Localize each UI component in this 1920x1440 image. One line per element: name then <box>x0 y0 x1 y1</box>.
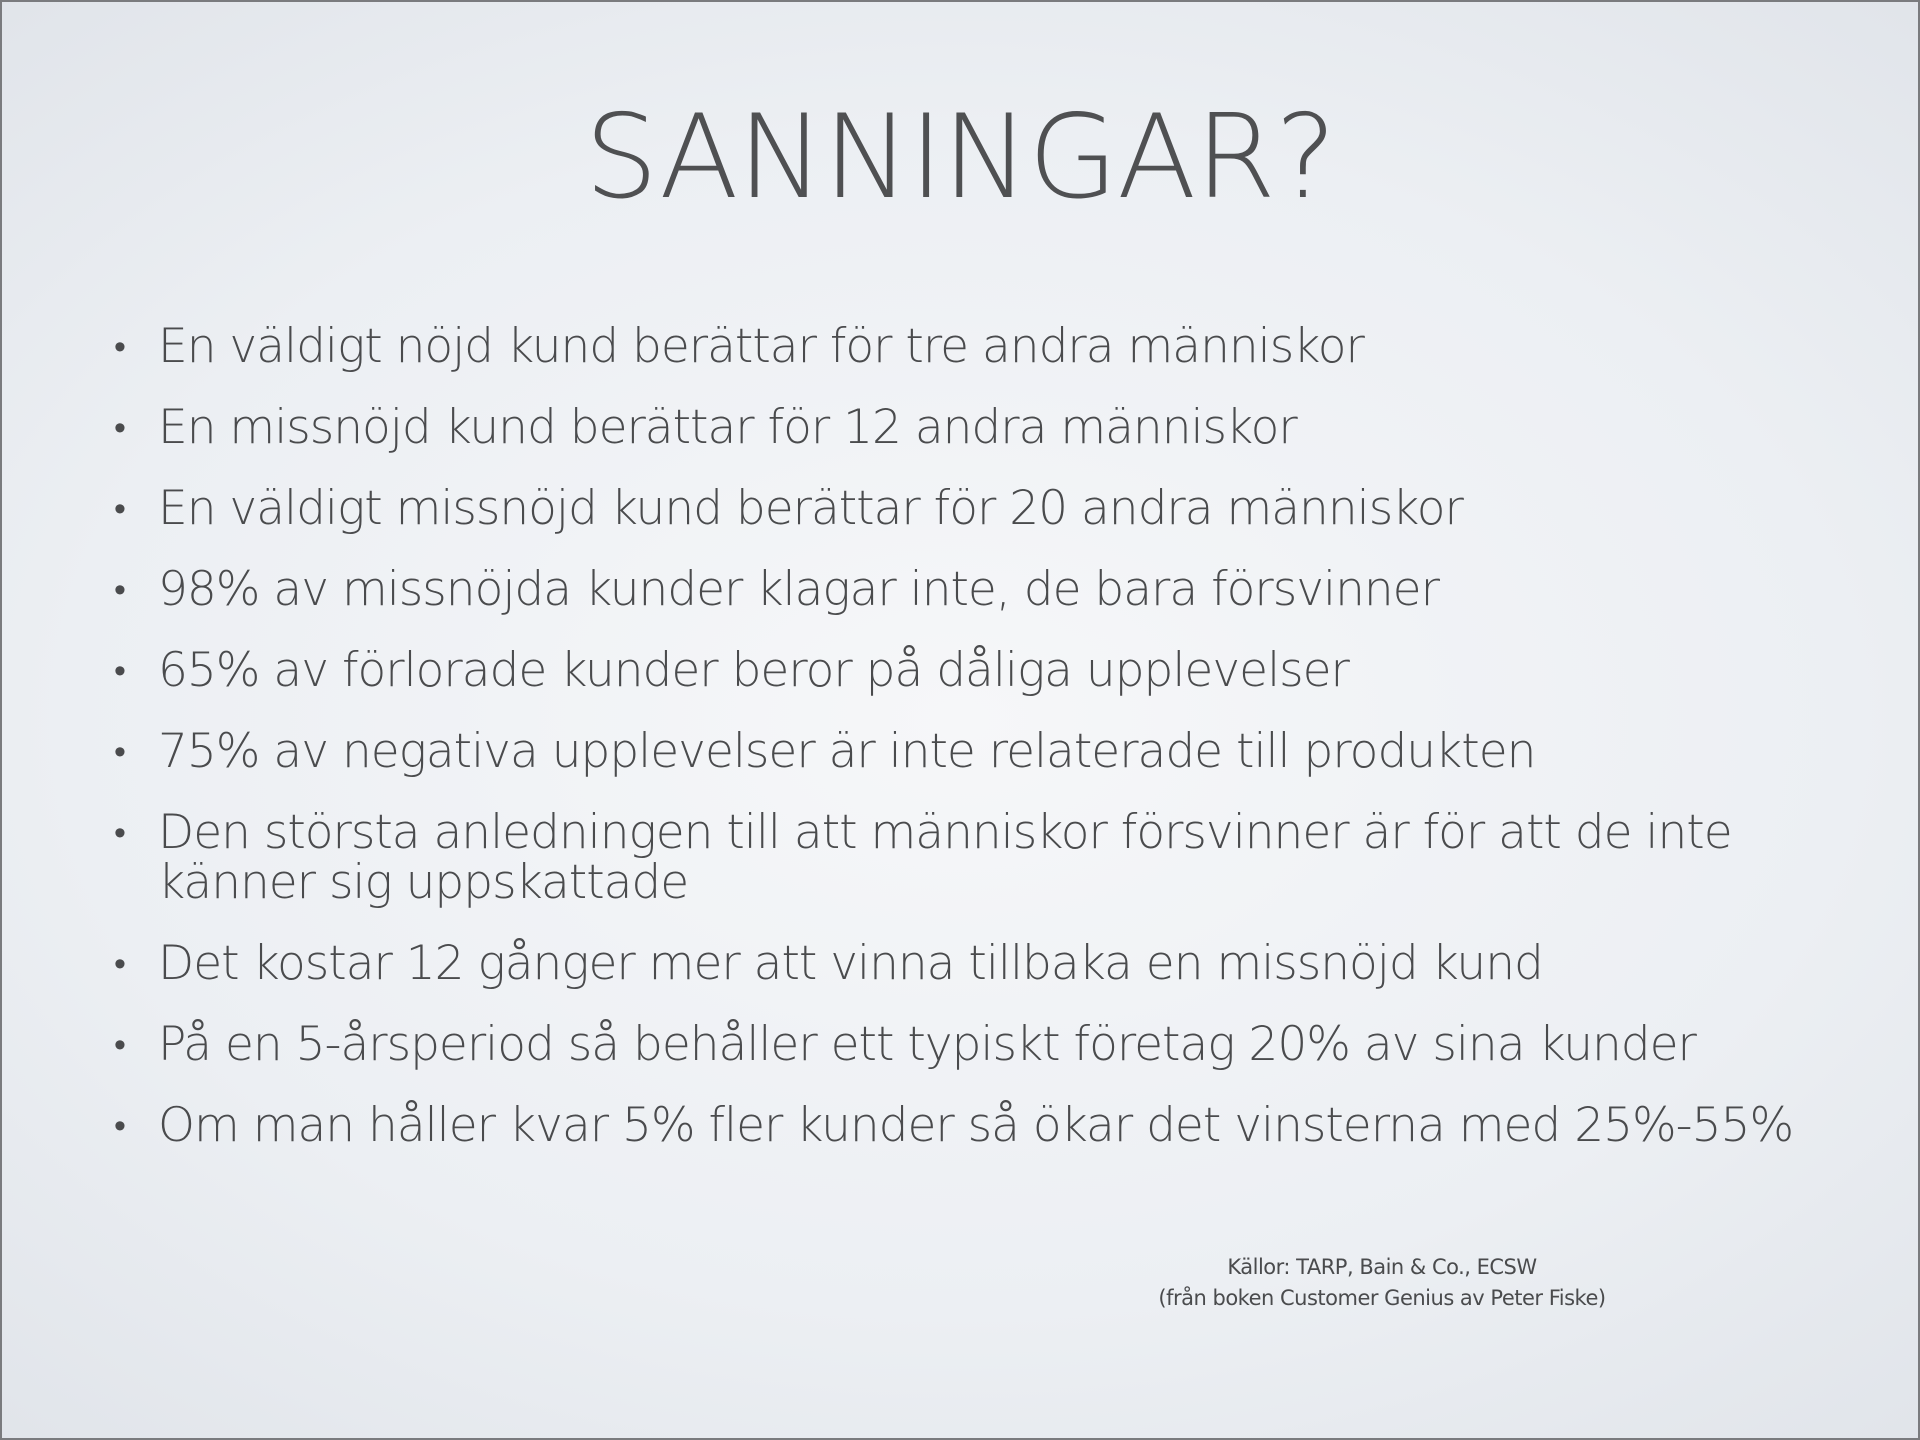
bullet-text: 98% av missnöjda kunder klagar inte, de bara försvinner <box>158 562 1439 617</box>
slide-title: SANNINGAR? <box>584 90 1336 225</box>
bullet-text: 65% av förlorade kunder beror på dåliga upplevelser <box>158 643 1349 698</box>
bullet-dot: • <box>114 944 125 984</box>
bullet-dot: • <box>114 813 125 853</box>
bullet-item <box>114 936 1874 991</box>
bullet-text: Den största anledningen till att människor försvinner är för att de inte känner sig uppskattade <box>158 805 1732 910</box>
bullet-item <box>114 643 1874 698</box>
bullet-list <box>114 319 1874 1182</box>
bullet-dot: • <box>114 408 125 448</box>
bullet-item <box>114 562 1874 617</box>
bullet-text: En väldigt nöjd kund berättar för tre andra människor <box>158 319 1364 374</box>
bullet-text: På en 5-årsperiod så behåller ett typiskt företag 20% av sina kunder <box>158 1017 1696 1072</box>
bullet-item <box>114 400 1874 455</box>
bullet-dot: • <box>114 570 125 610</box>
bullet-item <box>114 1098 1874 1153</box>
bullet-text: Om man håller kvar 5% fler kunder så ökar det vinsterna med 25%-55% <box>158 1098 1794 1153</box>
bullet-dot: • <box>114 732 125 772</box>
bullet-text: En missnöjd kund berättar för 12 andra människor <box>158 400 1297 455</box>
bullet-text: Det kostar 12 gånger mer att vinna tillbaka en missnöjd kund <box>158 936 1543 991</box>
bullet-dot: • <box>114 489 125 529</box>
source-citation <box>1102 1252 1662 1314</box>
bullet-item <box>114 805 1874 910</box>
bullet-item <box>114 319 1874 374</box>
source-line: Källor: TARP, Bain & Co., ECSW <box>1227 1255 1537 1279</box>
bullet-dot: • <box>114 1025 125 1065</box>
bullet-item <box>114 1017 1874 1072</box>
bullet-text: 75% av negativa upplevelser är inte relaterade till produkten <box>158 724 1536 779</box>
source-note: (från boken Customer Genius av Peter Fiske) <box>1158 1286 1606 1310</box>
bullet-dot: • <box>114 651 125 691</box>
bullet-text: En väldigt missnöjd kund berättar för 20 andra människor <box>158 481 1463 536</box>
bullet-dot: • <box>114 1106 125 1146</box>
bullet-dot: • <box>114 327 125 367</box>
bullet-item <box>114 481 1874 536</box>
bullet-item <box>114 724 1874 779</box>
